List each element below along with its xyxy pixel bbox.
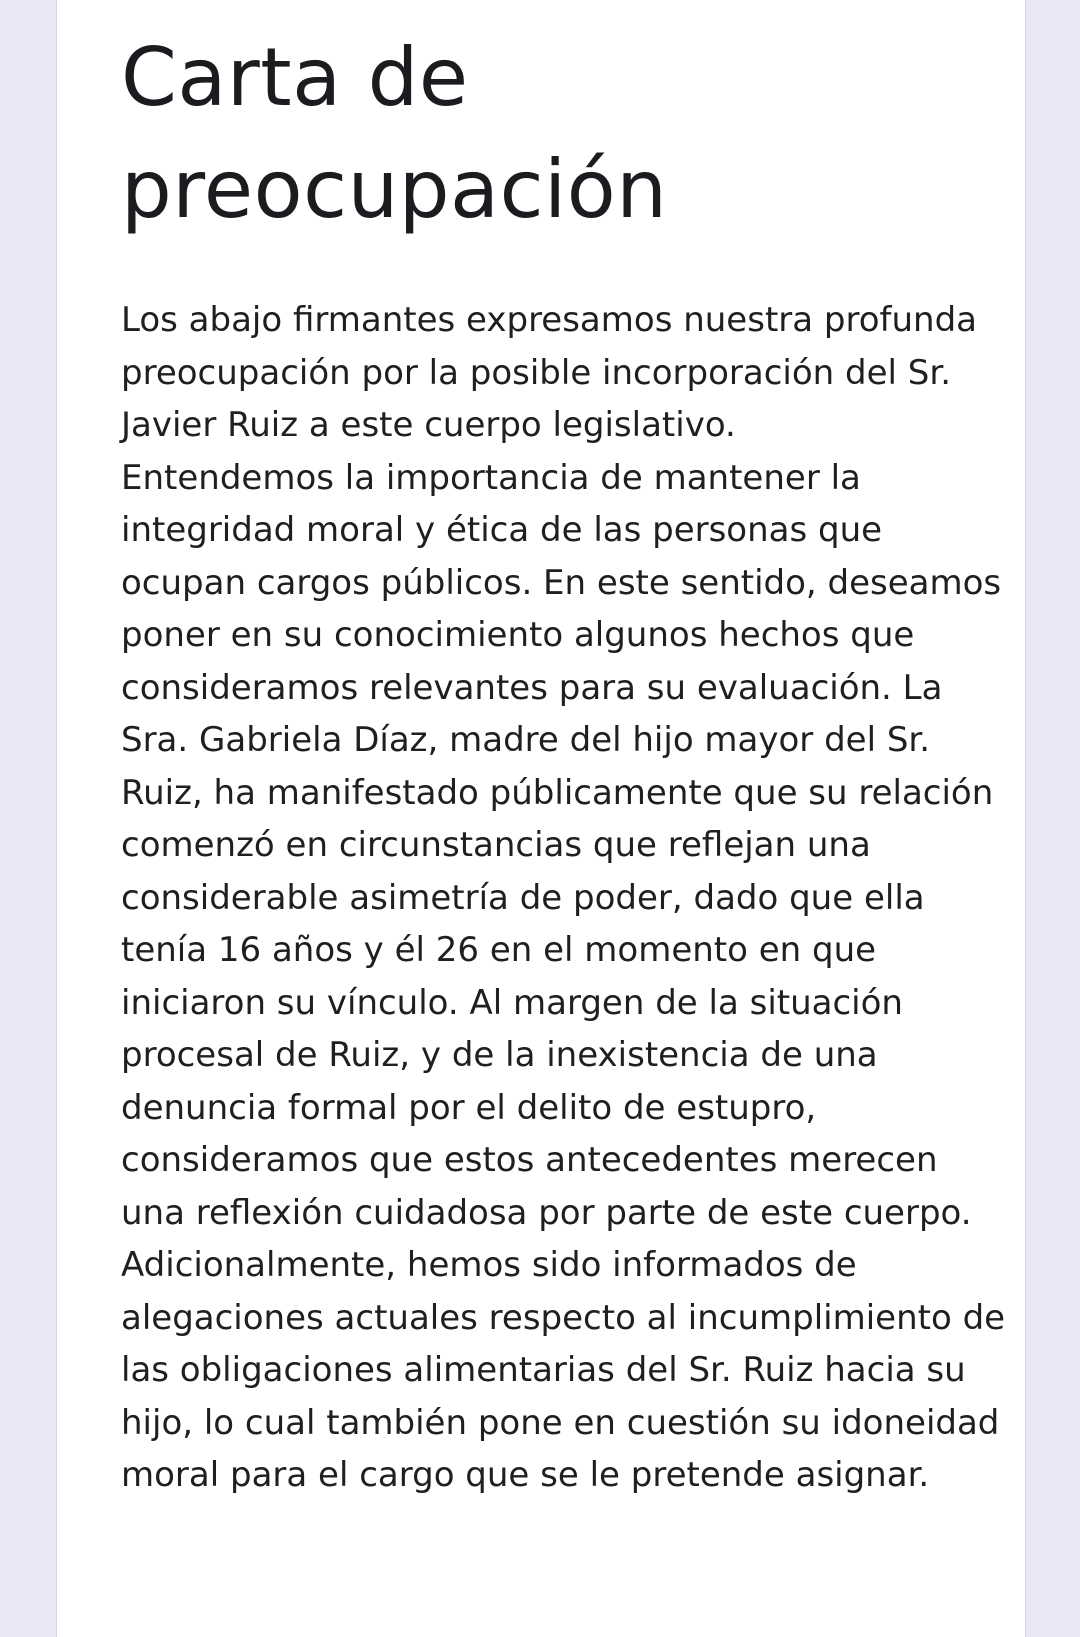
paragraph-additional: Adicionalmente, hemos sido informados de alegaciones actuales respecto al incumplimiento de las obligaciones alimentarias del Sr. Ruiz hacia su hijo, lo cual también pone en cuestión su idoneidad moral para el cargo que se le pretende asignar. (121, 1245, 1006, 1495)
paragraph-concern: Entendemos la importancia de mantener la integridad moral y ética de las personas que ocupan cargos públicos. En este sentido, deseamos poner en su conocimiento algunos hechos que consideramos relevantes para su evaluación. La Sra. Gabriela Díaz, madre del hijo mayor del Sr. Ruiz, ha manifestado públicamente que su relación comenzó en circunstancias que reflejan una considerable asimetría de poder, dado que ella tenía 16 años y él 26 en el momento en que iniciaron su vínculo. Al margen de la situación procesal de Ruiz, y de la inexistencia de una denuncia formal por el delito de estupro, consideramos que estos antecedentes merecen una reflexión cuidadosa por parte de este cuerpo. (121, 457, 1002, 1233)
page-title: Carta de preocupación (121, 31, 668, 236)
paragraph-intro: Los abajo firmantes expresamos nuestra profunda preocupación por la posible incorporación del Sr. Javier Ruiz a este cuerpo legislativo. (121, 300, 977, 445)
document-card (56, 0, 1026, 1637)
letter-body (121, 294, 1011, 1502)
document-content (121, 22, 1011, 1502)
